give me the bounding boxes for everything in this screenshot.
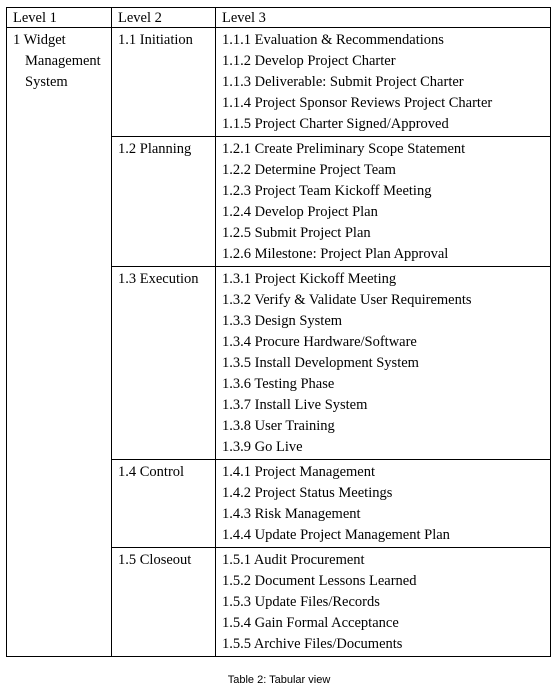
level-3-cell: [216, 548, 551, 657]
level-2-cell: 1.1 Initiation: [112, 28, 216, 137]
header-level-2: Level 2: [112, 8, 216, 28]
level-3-item: 1.2.4 Develop Project Plan: [222, 204, 378, 220]
header-row: [7, 8, 551, 28]
level-3-item: 1.3.8 User Training: [222, 418, 335, 434]
level-3-item: 1.2.2 Determine Project Team: [222, 162, 396, 178]
level-3-item: 1.3.7 Install Live System: [222, 397, 368, 413]
level-3-cell: [216, 267, 551, 460]
level-1-label-line: Management: [25, 53, 101, 69]
level-3-item: 1.2.6 Milestone: Project Plan Approval: [222, 246, 449, 262]
level-3-cell: [216, 28, 551, 137]
header-level-3: Level 3: [216, 8, 551, 28]
level-2-cell: 1.2 Planning: [112, 137, 216, 267]
wbs-table: [6, 7, 551, 657]
level-3-item: 1.5.4 Gain Formal Acceptance: [222, 615, 399, 631]
level-3-item: 1.5.5 Archive Files/Documents: [222, 636, 403, 652]
level-3-item: 1.3.5 Install Development System: [222, 355, 419, 371]
level-3-item: 1.1.5 Project Charter Signed/Approved: [222, 116, 449, 132]
level-1-cell: [7, 28, 112, 657]
level-3-item: 1.5.2 Document Lessons Learned: [222, 573, 417, 589]
level-2-cell: 1.3 Execution: [112, 267, 216, 460]
level-3-item: 1.5.3 Update Files/Records: [222, 594, 380, 610]
level-3-item: 1.1.1 Evaluation & Recommendations: [222, 32, 444, 48]
level-3-item: 1.3.2 Verify & Validate User Requirements: [222, 292, 472, 308]
level-1-label-line: System: [25, 74, 68, 90]
level-3-item: 1.3.3 Design System: [222, 313, 343, 329]
level-3-item: 1.4.1 Project Management: [222, 464, 376, 480]
level-3-item: 1.1.4 Project Sponsor Reviews Project Charter: [222, 95, 493, 111]
level-1-label-line: 1 Widget: [13, 32, 66, 48]
level-3-item: 1.4.3 Risk Management: [222, 506, 361, 522]
header-level-1: Level 1: [7, 8, 112, 28]
level-3-item: 1.2.5 Submit Project Plan: [222, 225, 371, 241]
level-3-item: 1.2.3 Project Team Kickoff Meeting: [222, 183, 432, 199]
level-2-cell: 1.4 Control: [112, 460, 216, 548]
level-3-item: 1.3.6 Testing Phase: [222, 376, 335, 392]
level-3-item: 1.4.2 Project Status Meetings: [222, 485, 393, 501]
level-2-cell: 1.5 Closeout: [112, 548, 216, 657]
level-3-item: 1.2.1 Create Preliminary Scope Statement: [222, 141, 466, 157]
level-3-item: 1.3.4 Procure Hardware/Software: [222, 334, 417, 350]
level-3-item: 1.3.9 Go Live: [222, 439, 303, 455]
level-3-item: 1.4.4 Update Project Management Plan: [222, 527, 450, 543]
table-row: [7, 28, 551, 137]
level-3-item: 1.1.2 Develop Project Charter: [222, 53, 396, 69]
level-3-cell: [216, 137, 551, 267]
level-3-item: 1.3.1 Project Kickoff Meeting: [222, 271, 397, 287]
level-3-item: 1.5.1 Audit Procurement: [222, 552, 365, 568]
level-3-item: 1.1.3 Deliverable: Submit Project Charter: [222, 74, 464, 90]
table-caption: Table 2: Tabular view: [227, 674, 331, 686]
level-3-cell: [216, 460, 551, 548]
